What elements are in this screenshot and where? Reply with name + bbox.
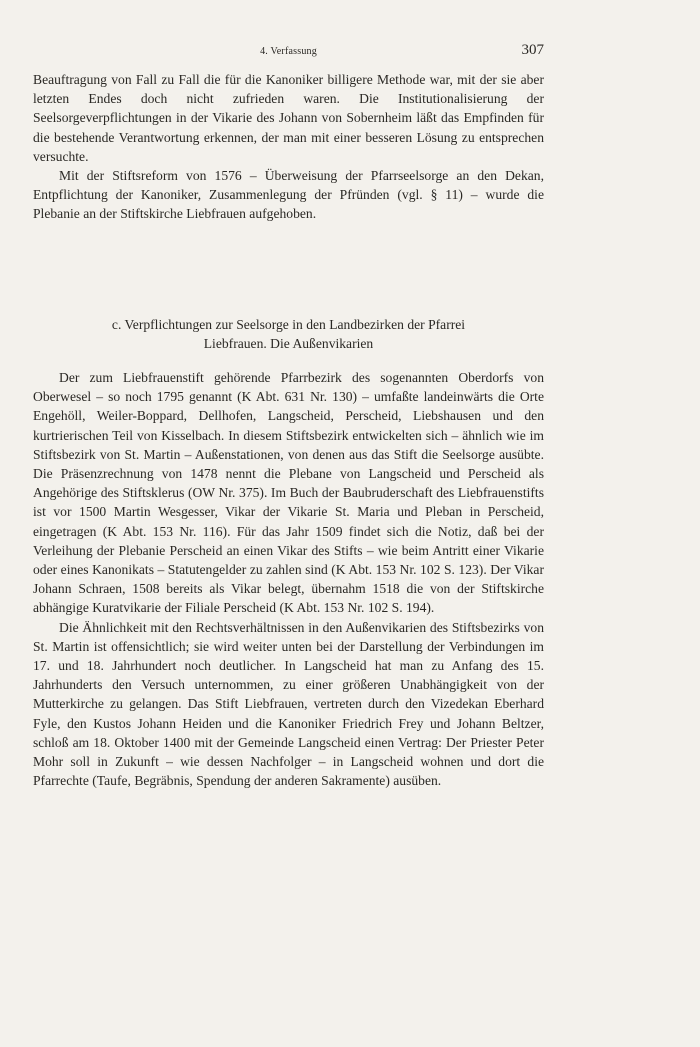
running-head — [33, 42, 544, 62]
paragraph: Die Ähnlichkeit mit den Rechtsverhältnissen in den Außenvikarien des Stiftsbezirks von St. Martin ist offensichtlich; sie wird weiter unten bei der Darstellung der Verbindungen im 17. und 18. Jahrhundert noch deutlicher. In Langscheid hat man zu Anfang des 15. Jahrhunderts den Versuch unternommen, zu einer größeren Unabhängigkeit von der Mutterkirche zu gelangen. Das Stift Liebfrauen, vertreten durch den Vizedekan Eberhard Fyle, den Kustos Johann Heiden und die Kanoniker Friedrich Frey und Johann Beltzer, schloß am 18. Oktober 1400 mit der Gemeinde Langscheid einen Vertrag: Der Priester Peter Mohr soll in Zukunft – wie dessen Nachfolger – in Langscheid wohnen und dort die Pfarrechte (Taufe, Begräbnis, Spendung der anderen Sakramente) ausüben. — [33, 619, 544, 789]
paragraph: Der zum Liebfrauenstift gehörende Pfarrbezirk des sogenannten Oberdorfs von Oberwesel – so noch 1795 genannt (K Abt. 631 Nr. 130) – umfaßte landeinwärts die Orte Engehöll, Weiler-Boppard, Dellhofen, Langscheid, Perscheid, Liebshausen und den kurtrierischen Teil von Kisselbach. In diesem Stiftsbezirk entwickelten sich – ähnlich wie im Stiftsbezirk von St. Martin – Außenstationen, von denen aus das Stift die Seelsorge ausübte. Die Präsenzrechnung von 1478 nennt die Plebane von Langscheid und Perscheid als Angehörige des Stiftsklerus (OW Nr. 375). Im Buch der Baubruderschaft des Liebfrauenstifts ist vor 1500 Martin Wesgesser, Vikar der Vikarie St. Maria und Pleban in Perscheid, eingetragen (K Abt. 153 Nr. 116). Für das Jahr 1509 findet sich die Notiz, daß bei der Verleihung der Plebanie Perscheid an einen Vikar des Stifts – wie beim Antritt einer Vikarie oder eines Kanonikats – Statutengelder zu zahlen sind (K Abt. 153 Nr. 102 S. 123). Der Vikar Johann Schraen, 1508 bereits als Vikar belegt, übernahm 1518 die von der Stiftskirche abhängige Kuratvikarie der Filiale Perscheid (K Abt. 153 Nr. 102 S. 194). — [33, 370, 544, 616]
paragraph: Mit der Stiftsreform von 1576 – Überweisung der Pfarrseelsorge an den Dekan, Entpflichtung der Kanoniker, Zusammenlegung der Pfründen (vgl. § 11) – wurde die Plebanie an der Stiftskirche Liebfrauen aufgehoben. — [33, 168, 544, 222]
section-heading-line: c. Verpflichtungen zur Seelsorge in den Landbezirken der Pfarrei — [111, 317, 466, 332]
text-block-top — [33, 70, 544, 224]
paragraph: Beauftragung von Fall zu Fall die für die Kanoniker billigere Methode war, mit der sie aber letzten Endes doch nicht zufrieden waren. Die Institutionalisierung der Seelsorgeverpflichtungen in der Vikarie des Johann von Sobernheim läßt das Empfinden für die bestehende Verantwortung erkennen, der man mit einer besseren Lösung zu entsprechen versuchte. — [33, 72, 544, 164]
running-title: 4. Verfassung — [260, 46, 317, 57]
page-number: 307 — [521, 42, 544, 58]
section-heading-line: Liebfrauen. Die Außenvikarien — [203, 336, 374, 352]
section-heading — [33, 315, 544, 353]
text-block-bottom — [33, 368, 544, 790]
